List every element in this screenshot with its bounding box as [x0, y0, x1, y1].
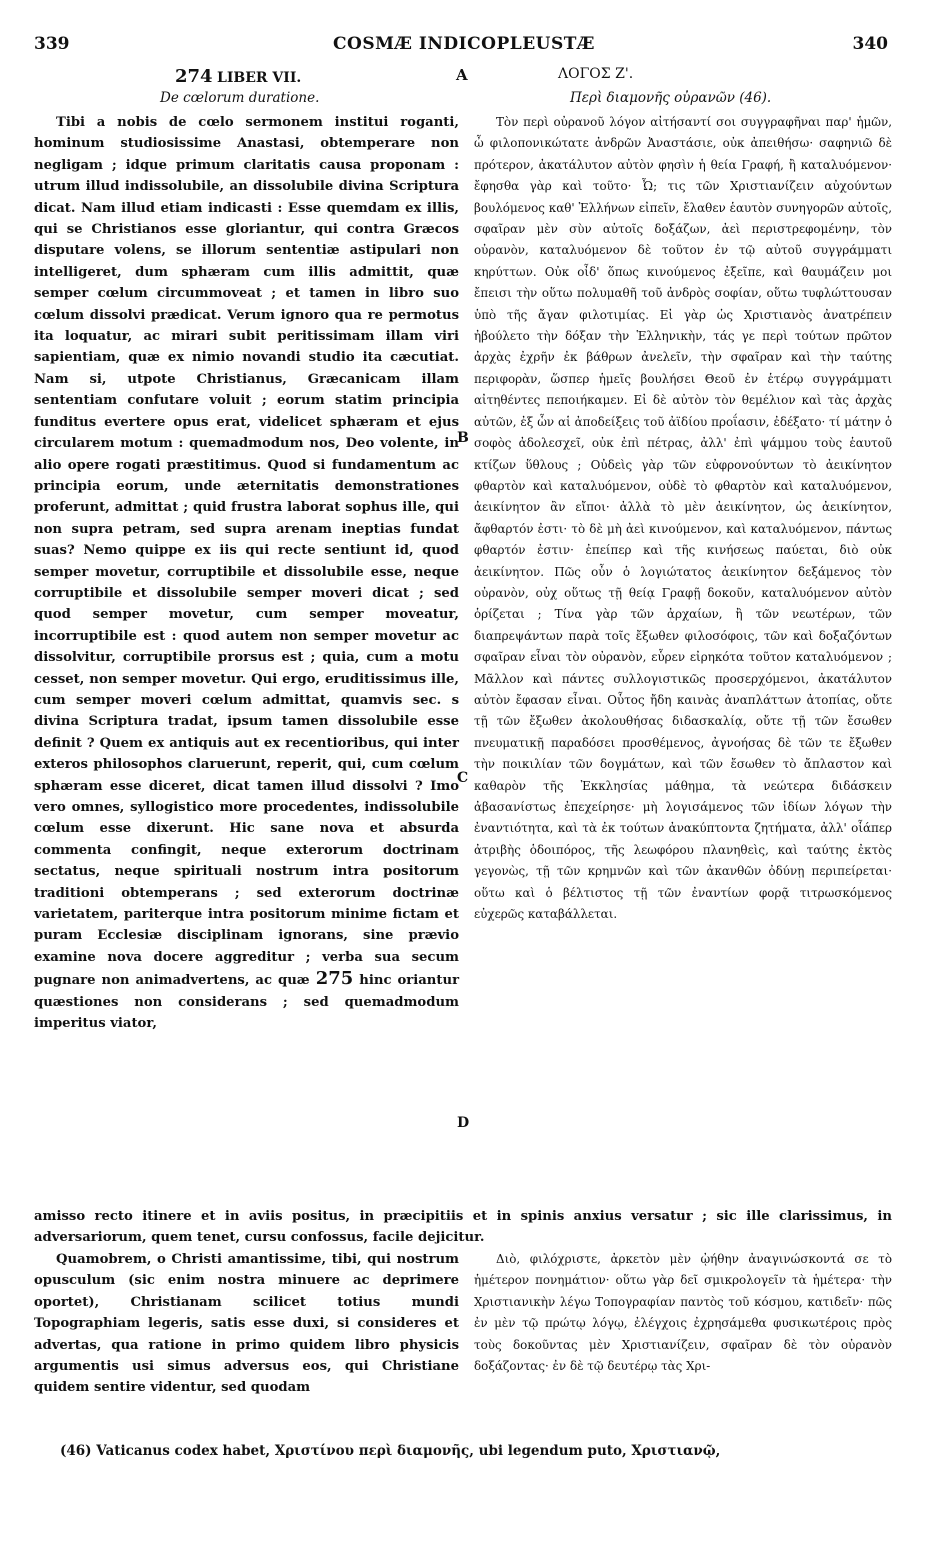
greek-column-2 [474, 1249, 892, 1377]
section-marker-d: D [457, 1115, 470, 1131]
latin-column [34, 112, 459, 1034]
section-marker-a: A [456, 66, 468, 84]
latin-paragraph-2: Quamobrem, o Christi amantissime, tibi, qui nostrum opusculum (sic enim nostra minuere ac deprimere oportet), Christianam scilicet totius mundi Topographiam legeris, satis esse duxi, si consideres et advertas, qua ratione in primo quidem libro physicis argumentis usi simus adversus eos, qui Christiane quidem sentire videntur, sed quodam [34, 1252, 459, 1396]
left-book-heading [175, 66, 301, 87]
running-head: COSMÆ INDICOPLEUSTÆ [333, 34, 595, 54]
latin-paragraph-1 [34, 112, 459, 1034]
right-subtitle: Περὶ διαμονῆς οὐρανῶν (46). [570, 90, 772, 106]
full-width-line: amisso recto itinere et in aviis positus, in præcipitiis et in spinis anxius versatur ; sic ille clarissimus, in adversariorum, quem tenet, cursu confossus, facile dejicitur. [34, 1209, 892, 1246]
latin-text-1b: hinc oriantur quæstiones non considerans ; sed quemadmodum imperitus viator, [34, 973, 460, 1032]
section-marker-b: B [457, 430, 469, 446]
footnote-46: (46) Vaticanus codex habet, Χριστίνου περὶ διαμονῆς, ubi legendum puto, Χριστιανῷ, [60, 1443, 721, 1459]
greek-paragraph-1: Τὸν περὶ οὐρανοῦ λόγον αἰτήσαντί σοι συγγραφῆναι παρ' ἡμῶν, ὦ φιλοπονικώτατε ἀνδρῶν Ἀναστάσιε, οὐκ ἀπειθήσω· σαφηνιῶ δὲ πρότερον, ἀκατάλυτον αὐτὸν φησὶν ἡ θεία Γραφή, ἢ καταλυόμενον· ἔφησθα γὰρ καὶ τοῦτο· Ὦ; τις τῶν Χριστιανίζειν αὐχούντων βουλόμενος καθ' Ἑλλήνων εἰπεῖν, ἔλαθεν ἑαυτὸν συνηγορῶν αὐτοῖς, σφαῖραν μὲν σὺν αὐτοῖς δοξάζων, ἀεὶ περιστρεφομένην, τὸν οὐρανὸν, καταλυόμενον δὲ τοῦτον ἐν τῷ αὐτοῦ συγγράμματι κηρύττων. Οὐκ οἶδ' ὅπως κινούμενος ἐξεῖπε, καὶ θαυμάζειν μοι ἔπεισι τὴν οὕτω πολυμαθῆ τοῦ ἀνδρὸς σοφίαν, οὕτω τυφλώττουσαν ὑπὸ τῆς ἄγαν φιλοτιμίας. Εἰ γὰρ ὡς Χριστιανὸς ἀνατρέπειν ἠβούλετο τὴν δόξαν τὴν Ἑλληνικὴν, τάς γε περὶ τούτων πρῶτον ἀρχὰς ἐχρῆν ἐκ βάθρων ἀνελεῖν, τὴν σφαῖραν καὶ τὴν ταύτης περιφορὰν, ὥσπερ ἡμεῖς βουλήσει Θεοῦ ἐν ἑτέρῳ συγγράμματι αἰτηθέντες πεποιήκαμεν. Εἰ δὲ αὐτὸν τὸν θεμέλιον καὶ τὰς ἀρχὰς αὐτῶν, ἐξ ὧν αἱ ἀποδείξεις τοῦ ἀϊδίου προΐασιν, ἐδέξατο· τί μάτην ὁ σοφὸς ἀδολεσχεῖ, οὐκ ἐπὶ πέτρας, ἀλλ' ἐπὶ ψάμμου τοὺς ἑαυτοῦ κτίζων ὕθλους ; Οὐδεὶς γὰρ τῶν εὐφρονούντων τὸ ἀεικίνητον φθαρτὸν καὶ καταλυόμενον, οὐδὲ τὸ φθαρτὸν καὶ καταλυόμενον, ἀεικίνητον ἂν εἴποι· ἀλλὰ τὸ μὲν ἀεικίνητον, ὡς ἀεικίνητον, ἄφθαρτόν ἐστι· τὸ δὲ μὴ ἀεὶ κινούμενον, καὶ καταλυόμενον, πάντως φθαρτόν ἐστιν· ἐπείπερ καὶ τῆς κινήσεως παύεται, διὸ οὐκ ἀεικίνητον. Πῶς οὖν ὁ λογιώτατος ἀεικίνητον δεξάμενος τὸν οὐρανὸν, οὐχ οὕτως τῇ θείᾳ Γραφῇ δοκοῦν, καταλυόμενον αὐτὸν ὁρίζεται ; Τίνα γὰρ τῶν ἀρχαίων, ἢ τῶν νεωτέρων, τῶν διαπρεψάντων παρὰ τοῖς ἔξωθεν φιλοσόφοις, τῶν καὶ δοξαζόντων σφαῖραν εἶναι τὸν οὐρανὸν, εὗρεν εἰρηκότα τοῦτον καταλυόμενον ; Μᾶλλον καὶ πάντες συλλογιστικῶς προσερχόμενοι, ἀκατάλυτον αὐτὸν ἔφασαν εἶναι. Οὗτος ἤδη καινὰς ἀναπλάττων ἀτοπίας, οὔτε τῇ τῶν ἔξωθεν ἀκολουθήσας διδασκαλίᾳ, οὔτε τῇ τῶν ἔσωθεν πνευματικῇ παραδόσει προσθέμενος, ἀγνοήσας δὲ τῶν τε ἔξωθεν τὴν ποικιλίαν τῶν δογμάτων, καὶ τῶν ἔσωθεν τὸ ἄπλαστον καὶ καθαρὸν τῆς Ἐκκλησίας μάθημα, τὰ νεώτερα διδάσκειν ἀβασανίστως ἐπεχείρησε· μὴ λογισάμενος τῶν ἰδίων λόγων τὴν ἐναντιότητα, καὶ τὰ ἐκ τούτων ἀνακύπτοντα ζητήματα, ἀλλ' οἷάπερ ἀτριβὴς ὁδοιπόρος, τῆς λεωφόρου πλανηθεὶς, καὶ ταύτης ἐκτὸς γεγονὼς, τῇ τῶν κρημνῶν καὶ τῶν ἀκανθῶν ὀδύνῃ περιπείρεται· οὕτω καὶ ὁ βέλτιστος τῇ τῶν ἐναντίων φορᾷ τιτρωσκόμενος εὐχερῶς καταβάλλεται. [474, 115, 892, 922]
page-number-left: 339 [34, 34, 70, 54]
latin-text-1a: Tibi a nobis de cœlo sermonem institui roganti, hominum studiosissime Anastasi, obtemperare non negligam ; idque primum claritatis causa proponam : utrum illud indissolubile, an dissolubile divina Scriptura dicat. Nam illud etiam indicasti : Esse quemdam ex illis, qui se Christianos esse gloriantur, qui contra Græcos disputare volens, se illorum sententiæ astipulari non intelligeret, dum sphæram cum illis admittit, quæ semper cœlum circummoveat ; et tamen in libro suo cœlum dissolvi prædicat. Verum ignoro qua re permotus ita loquatur, ac mirari subit peritissimam illam viri sapientiam, quæ ex nimio novandi studio ita cæcutiat. Nam si, utpote Christianus, Græcanicam illam sententiam confutare voluit ; eorum statim principia funditus evertere opus erat, videlicet sphæram et ejus circularem motum : quemadmodum nos, Deo volente, in alio opere rogati præstitimus. Quod si fundamentum ac principia eorum, unde æternitatis demonstrationes proferunt, admittat ; quid frustra laborat sophus ille, qui non supra petram, sed supra arenam ineptias fundat suas? Nemo quippe ex iis qui recte sentiunt id, quod semper movetur, corruptibile et dissolubile esse, neque corruptibile et dissolubile semper moveri dicat ; sed quod semper movetur, cum semper moveatur, incorruptibile est : quod autem non semper movetur ac dissolvitur, corruptibile prorsus est ; quia, cum a motu cesset, non semper movetur. Qui ergo, eruditissimus ille, cum semper moveri cœlum admittat, quamvis sec. s divina Scriptura tradat, ipsum tamen dissolubile esse definit ? Quem ex antiquis aut ex recentioribus, qui inter exteros philosophos claruerunt, reperit, qui, cum cœlum sphæram esse diceret, dicat tamen illud dissolvi ? Imo vero omnes, syllogistico more procedentes, indissolubile cœlum esse dixerunt. Hic sane nova et absurda commenta confingit, neque exterorum doctrinam sectatus, neque spirituali nostrum intra positorum traditioni obtemperans ; sed exterorum doctrinæ varietatem, pariterque intra positorum minime fictam et puram Ecclesiæ disciplinam ignorans, sine prævio examine nova docere aggreditur ; verba sua secum pugnare non animadvertens, ac quæ [34, 115, 459, 989]
left-subtitle: De cœlorum duratione. [160, 90, 320, 106]
greek-column [474, 112, 892, 925]
right-book-heading: ΛΟΓΟΣ Ζ'. [558, 66, 634, 82]
section-number-275: 275 [315, 968, 354, 990]
greek-paragraph-2: Διὸ, φιλόχριστε, ἀρκετὸν μὲν ᾠήθην ἀναγινώσκοντά σε τὸ ἡμέτερον πονημάτιον· οὕτω γὰρ δεῖ σμικρολογεῖν τὰ ἡμέτερα· τὴν Χριστιανικὴν λέγω Τοπογραφίαν παντὸς τοῦ κόσμου, κατιδεῖν· πῶς ἐν μὲν τῷ πρώτῳ λόγῳ, ἐλέγχοις ἐχρησάμεθα φυσικωτέροις πρὸς τοὺς δοκοῦντας μὲν Χριστιανίζειν, σφαῖραν δὲ τὸν οὐρανὸν δοξάζοντας· ἐν δὲ τῷ δευτέρῳ τὰς Χρι- [474, 1252, 892, 1374]
section-number-274: 274 [175, 66, 213, 87]
page-number-right: 340 [852, 34, 888, 54]
latin-column-2 [34, 1249, 459, 1399]
section-marker-c: C [457, 770, 469, 786]
liber-label: LIBER VII. [217, 70, 302, 86]
